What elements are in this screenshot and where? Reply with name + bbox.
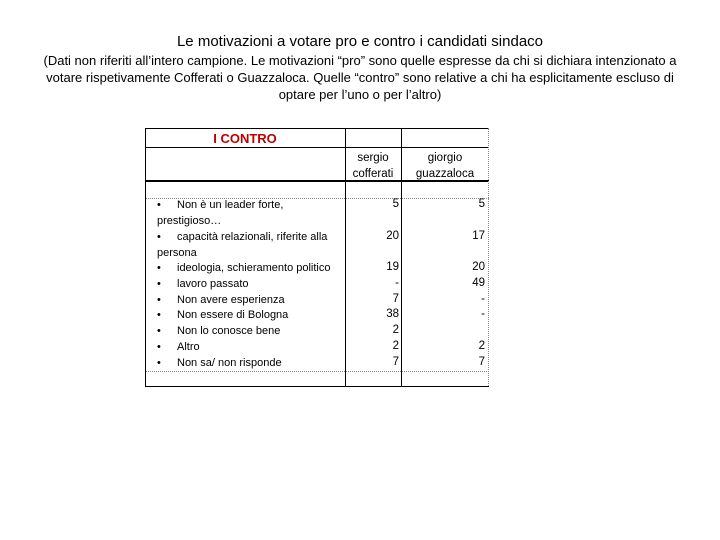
row-label <box>157 340 343 356</box>
row-label <box>157 324 343 340</box>
row-label-text: Non lo conosce bene <box>177 325 281 337</box>
value-guazzaloca: 7 <box>478 356 485 368</box>
value-cofferati: 7 <box>392 293 399 305</box>
bullet-icon: • <box>157 262 161 274</box>
row-label <box>157 293 343 309</box>
row-label <box>157 230 343 261</box>
bullet-icon: • <box>157 199 161 211</box>
bullet-icon: • <box>157 278 161 290</box>
section-header-contro: I CONTRO <box>213 131 277 146</box>
value-cofferati: 2 <box>392 324 399 336</box>
bullet-icon: • <box>157 325 161 337</box>
value-cofferati: 5 <box>392 198 399 210</box>
row-label <box>157 308 343 324</box>
table-header-divider <box>145 147 489 148</box>
row-label <box>157 261 343 277</box>
col-header-cofferati-line1: sergio <box>357 152 389 164</box>
row-label <box>157 277 343 293</box>
value-cofferati: 38 <box>386 308 399 320</box>
value-cofferati: 7 <box>392 356 399 368</box>
row-label-text: Non è un leader forte, prestigioso… <box>157 199 284 227</box>
value-guazzaloca: - <box>481 308 485 320</box>
bullet-icon: • <box>157 231 161 243</box>
row-label-text: Non sa/ non risponde <box>177 357 282 369</box>
bullet-icon: • <box>157 294 161 306</box>
value-cofferati: 2 <box>392 340 399 352</box>
col-header-cofferati <box>345 150 401 182</box>
bullet-icon: • <box>157 309 161 321</box>
bullet-icon: • <box>157 357 161 369</box>
row-label-text: Non essere di Bologna <box>177 309 289 321</box>
value-guazzaloca: 20 <box>472 261 485 273</box>
value-cofferati: 19 <box>386 261 399 273</box>
row-label-text: Non avere esperienza <box>177 294 285 306</box>
row-label-text: lavoro passato <box>177 278 249 290</box>
value-cofferati: - <box>395 277 399 289</box>
table-top-border <box>145 128 489 129</box>
row-label-text: ideologia, schieramento politico <box>177 262 331 274</box>
bullet-icon: • <box>157 341 161 353</box>
table-left-border <box>145 128 146 386</box>
col-header-guazzaloca <box>401 150 489 182</box>
row-label <box>157 198 343 229</box>
page-title: Le motivazioni a votare pro e contro i candidati sindaco <box>176 33 544 50</box>
value-guazzaloca: 49 <box>472 277 485 289</box>
value-guazzaloca: 2 <box>478 340 485 352</box>
value-cofferati: 20 <box>386 230 399 242</box>
value-guazzaloca: - <box>481 293 485 305</box>
contro-table <box>145 128 489 386</box>
value-guazzaloca: 5 <box>478 198 485 210</box>
row-label <box>157 356 343 372</box>
page-subtitle: (Dati non riferiti all’intero campione. Le motivazioni “pro” sono quelle espresse da chi si dichiara intenzionato a votare rispetivamente Cofferati o Guazzaloca. Quelle “contro” sono relative a chi ha esplicitamente escluso di optare per l’uno o per l’altro) <box>43 53 677 102</box>
col-header-guazzaloca-line1: giorgio <box>427 152 463 164</box>
row-label-text: Altro <box>177 341 200 353</box>
col-header-cofferati-line2: cofferati <box>352 168 394 180</box>
table-bottom-border <box>145 386 489 387</box>
col-header-guazzaloca-line2: guazzaloca <box>415 168 475 180</box>
value-guazzaloca: 17 <box>472 230 485 242</box>
row-label-text: capacità relazionali, riferite alla persona <box>157 231 328 259</box>
